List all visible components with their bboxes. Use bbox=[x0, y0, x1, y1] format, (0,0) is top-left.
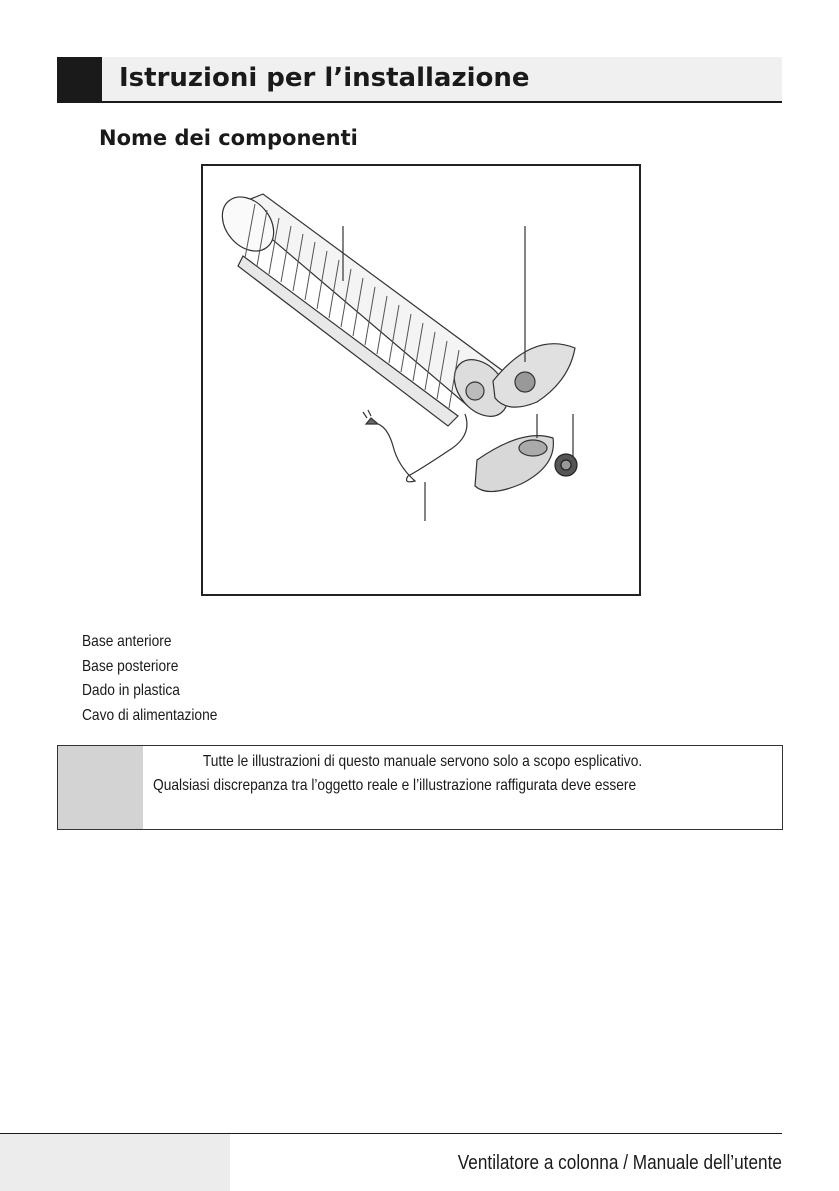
parts-list bbox=[82, 630, 217, 728]
back-base bbox=[493, 344, 575, 407]
tower-fan-illustration bbox=[203, 166, 639, 594]
parts-list-item: Cavo di alimentazione bbox=[82, 706, 218, 724]
footer-title: Ventilatore a colonna / Manuale dell’utente bbox=[457, 1152, 782, 1174]
note-side-block bbox=[58, 746, 143, 829]
header-marker-block bbox=[57, 57, 102, 103]
plastic-nut bbox=[555, 454, 577, 476]
parts-list-item: Base posteriore bbox=[82, 657, 179, 675]
page-title: Istruzioni per l’installazione bbox=[119, 63, 530, 93]
section-title: Nome dei componenti bbox=[99, 126, 358, 150]
footer-page-block bbox=[0, 1134, 230, 1191]
front-base bbox=[475, 436, 553, 492]
parts-list-item: Base anteriore bbox=[82, 633, 172, 650]
note-line-1: Tutte le illustrazioni di questo manuale servono solo a scopo esplicativo. bbox=[202, 753, 643, 770]
components-figure bbox=[201, 164, 641, 596]
fan-body bbox=[212, 187, 519, 427]
parts-list-item: Dado in plastica bbox=[82, 682, 180, 699]
note-line-2: Qualsiasi discrepanza tra l’oggetto reale e l’illustrazione raffigurata deve essere bbox=[153, 777, 637, 794]
note-text bbox=[153, 750, 703, 798]
section-header bbox=[57, 57, 782, 103]
note-box bbox=[57, 745, 783, 830]
